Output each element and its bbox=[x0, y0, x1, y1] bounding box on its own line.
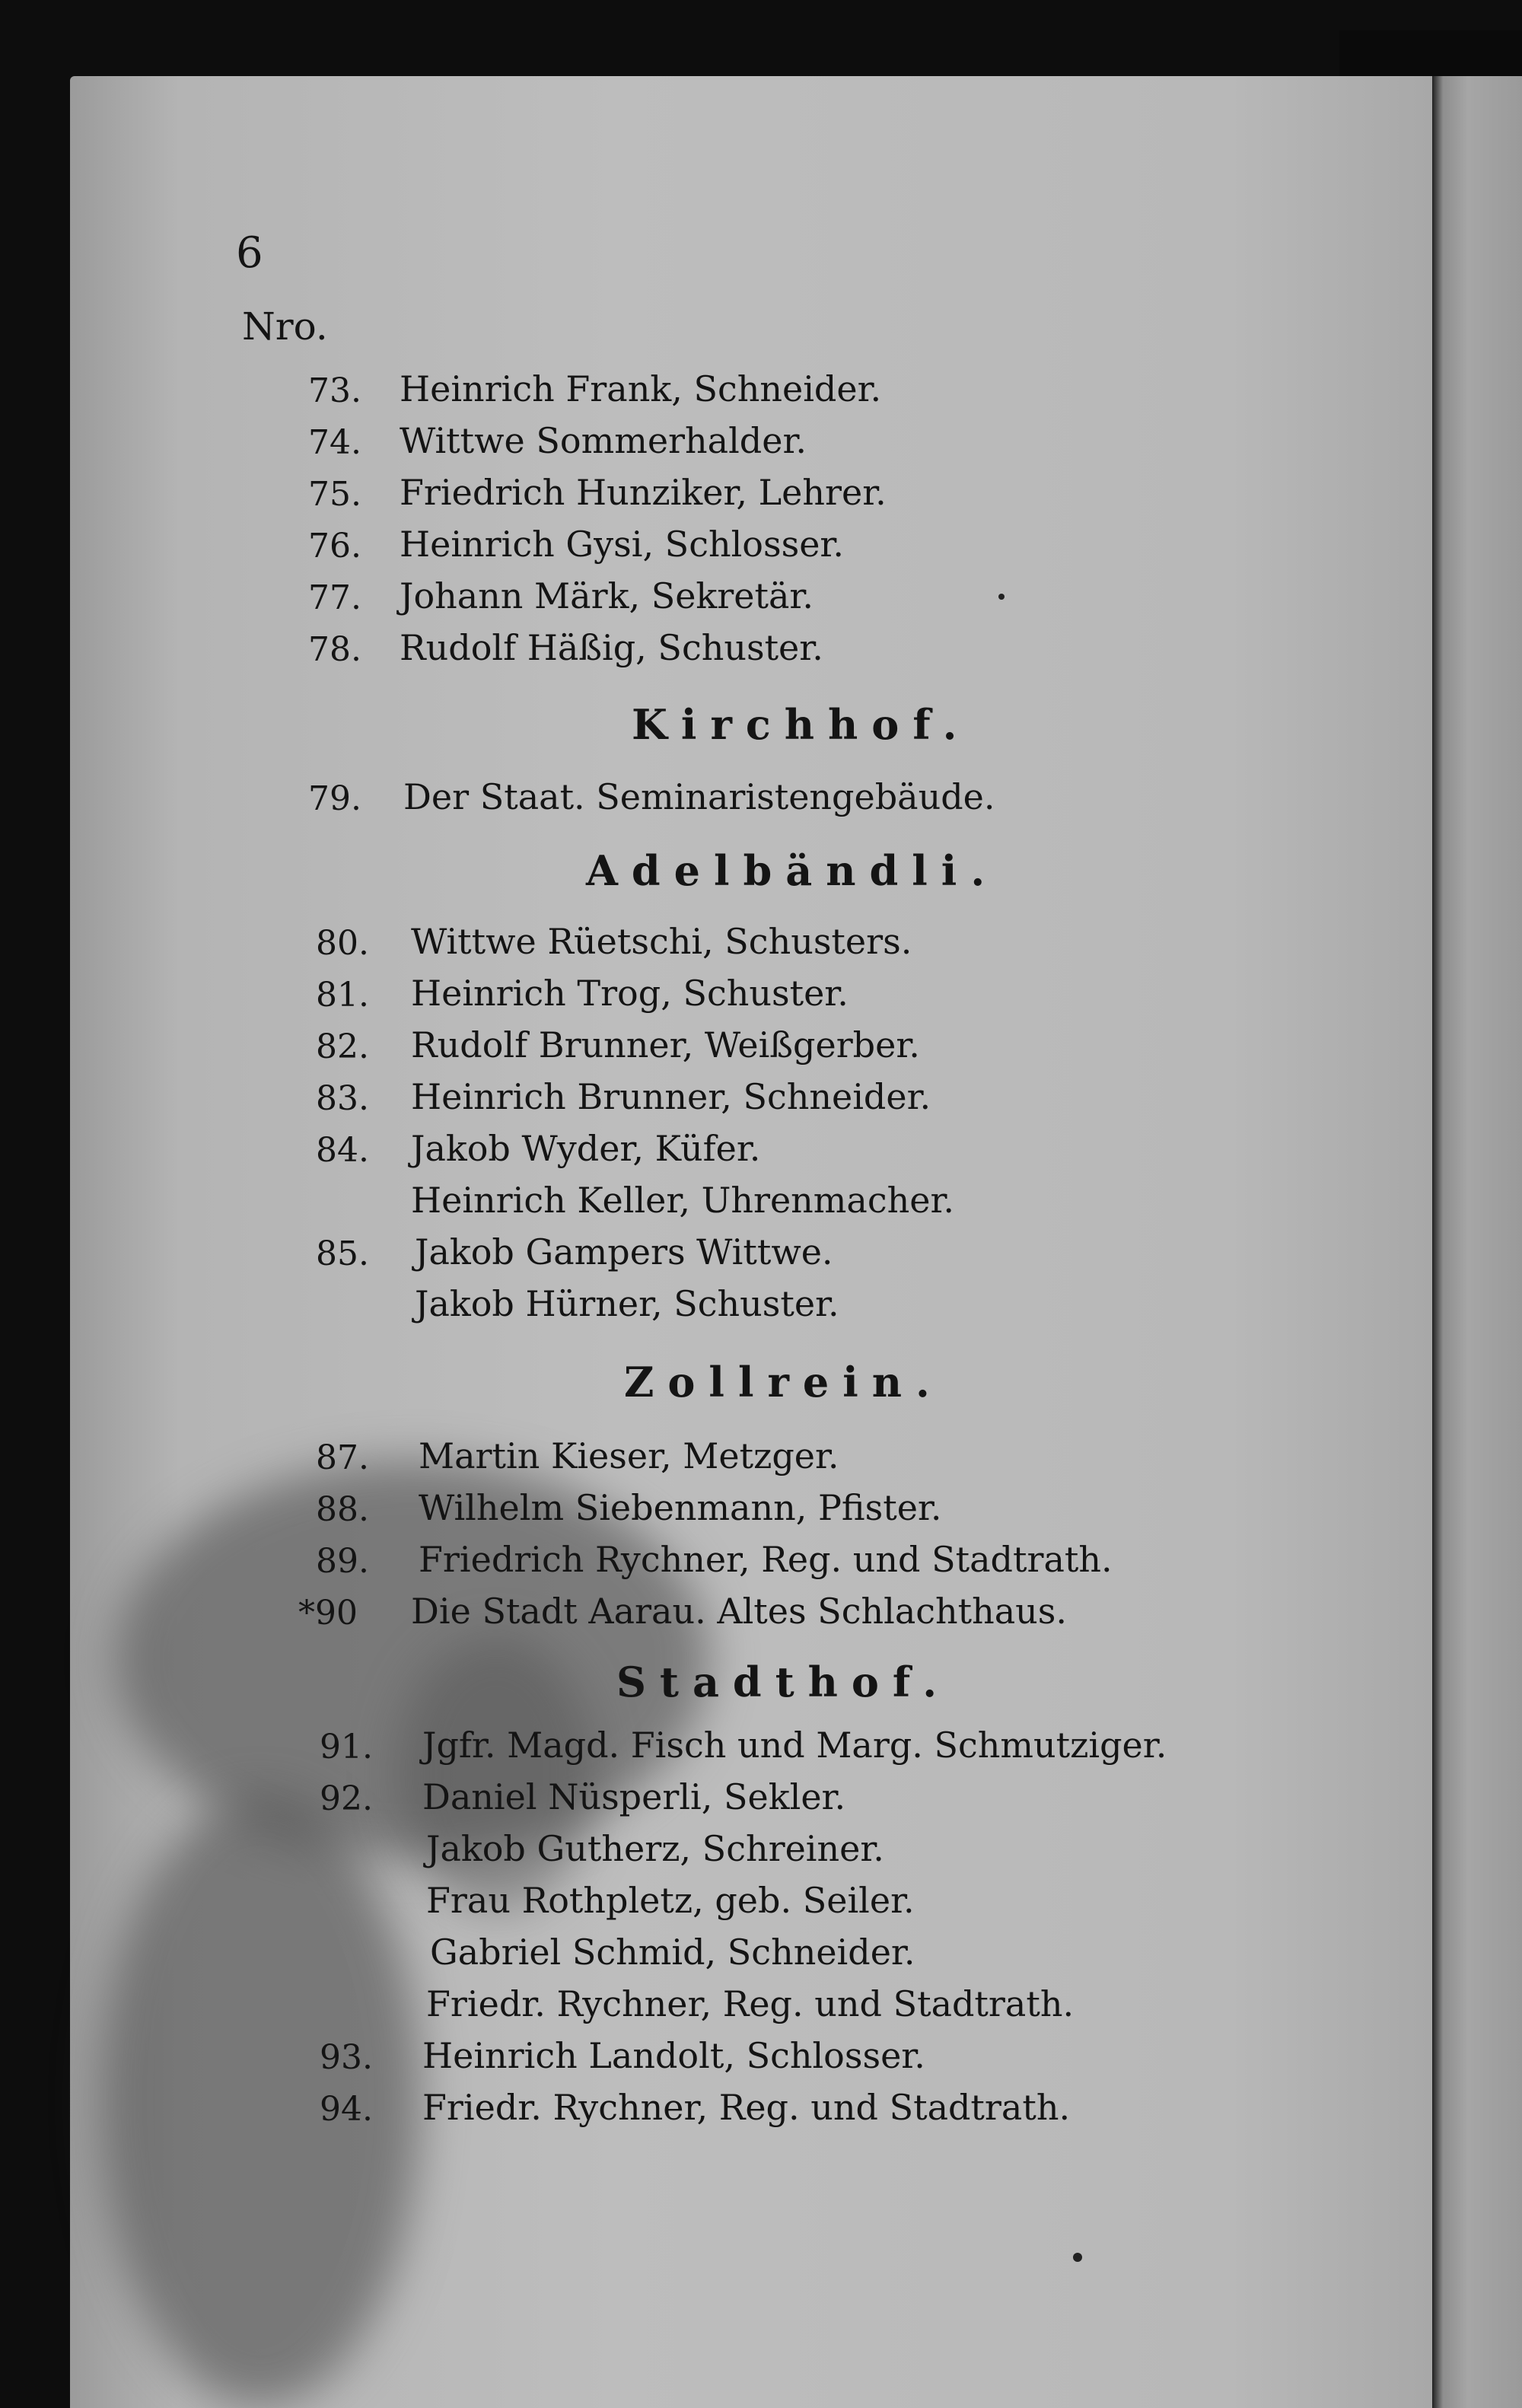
entry-text: Die Stadt Aarau. Altes Schlachthaus. bbox=[411, 1591, 1068, 1632]
facing-page-edge bbox=[1432, 76, 1522, 2408]
section-heading: Stadthof. bbox=[616, 1658, 951, 1706]
column-header: Nro. bbox=[242, 304, 328, 349]
entry-text: Der Staat. Seminaristengebäude. bbox=[403, 776, 995, 817]
entry-number: 93. bbox=[320, 2038, 373, 2077]
ink-speck bbox=[998, 594, 1005, 600]
section-heading: Kirchhof. bbox=[632, 700, 971, 749]
entry-number: 87. bbox=[316, 1438, 369, 1477]
entry-number: 74. bbox=[308, 423, 361, 462]
entry-number: 77. bbox=[308, 578, 361, 617]
entry-text: Heinrich Trog, Schuster. bbox=[411, 973, 849, 1014]
entry-number: 79. bbox=[308, 779, 361, 818]
entry-number: 94. bbox=[320, 2090, 373, 2129]
entry-number: 88. bbox=[316, 1490, 369, 1529]
entry-text: Friedrich Hunziker, Lehrer. bbox=[400, 472, 887, 513]
ink-speck bbox=[1073, 2253, 1082, 2262]
entry-number: *90 bbox=[298, 1594, 358, 1632]
entry-text: Heinrich Gysi, Schlosser. bbox=[400, 524, 844, 565]
entry-number: 85. bbox=[316, 1234, 369, 1273]
section-heading: Adelbändli. bbox=[586, 846, 999, 895]
entry-text: Friedr. Rychner, Reg. und Stadtrath. bbox=[426, 1983, 1075, 2024]
entry-text: Wittwe Sommerhalder. bbox=[400, 420, 807, 461]
entry-text: Jakob Gampers Wittwe. bbox=[415, 1231, 833, 1272]
entry-number: 73. bbox=[308, 371, 361, 410]
entry-text: Jakob Wyder, Küfer. bbox=[411, 1128, 761, 1169]
entry-text: Martin Kieser, Metzger. bbox=[419, 1435, 839, 1476]
entry-number: 82. bbox=[316, 1027, 369, 1066]
entry-text: Wittwe Rüetschi, Schusters. bbox=[411, 921, 912, 962]
entry-text: Friedr. Rychner, Reg. und Stadtrath. bbox=[422, 2087, 1071, 2128]
entry-text: Frau Rothpletz, geb. Seiler. bbox=[426, 1880, 915, 1921]
entry-number: 75. bbox=[308, 475, 361, 514]
entry-text: Jakob Gutherz, Schreiner. bbox=[426, 1828, 884, 1869]
entry-text: Heinrich Frank, Schneider. bbox=[400, 368, 882, 409]
entry-text: Friedrich Rychner, Reg. und Stadtrath. bbox=[419, 1539, 1113, 1580]
section-heading: Zollrein. bbox=[624, 1358, 944, 1406]
entry-text: Jakob Hürner, Schuster. bbox=[415, 1283, 839, 1324]
entry-text: Heinrich Landolt, Schlosser. bbox=[422, 2035, 925, 2076]
entry-number: 92. bbox=[320, 1779, 373, 1818]
entry-text: Johann Märk, Sekretär. bbox=[400, 575, 814, 616]
water-stain bbox=[397, 1636, 595, 1910]
entry-text: Rudolf Brunner, Weißgerber. bbox=[411, 1024, 920, 1065]
entry-text: Rudolf Häßig, Schuster. bbox=[400, 627, 823, 668]
book-edge-top bbox=[1339, 30, 1522, 76]
entry-number: 80. bbox=[316, 924, 369, 963]
entry-number: 84. bbox=[316, 1131, 369, 1170]
entry-number: 78. bbox=[308, 630, 361, 669]
entry-number: 91. bbox=[320, 1728, 373, 1766]
entry-text: Heinrich Keller, Uhrenmacher. bbox=[411, 1180, 955, 1221]
entry-number: 83. bbox=[316, 1079, 369, 1118]
entry-text: Wilhelm Siebenmann, Pfister. bbox=[419, 1487, 942, 1528]
entry-text: Daniel Nüsperli, Sekler. bbox=[422, 1776, 846, 1817]
entry-number: 81. bbox=[316, 976, 369, 1014]
entry-number: 89. bbox=[316, 1542, 369, 1581]
entry-text: Jgfr. Magd. Fisch und Marg. Schmutziger. bbox=[422, 1725, 1167, 1766]
page-number: 6 bbox=[236, 228, 263, 278]
entry-text: Heinrich Brunner, Schneider. bbox=[411, 1076, 931, 1117]
entry-text: Gabriel Schmid, Schneider. bbox=[430, 1932, 915, 1973]
entry-number: 76. bbox=[308, 527, 361, 565]
